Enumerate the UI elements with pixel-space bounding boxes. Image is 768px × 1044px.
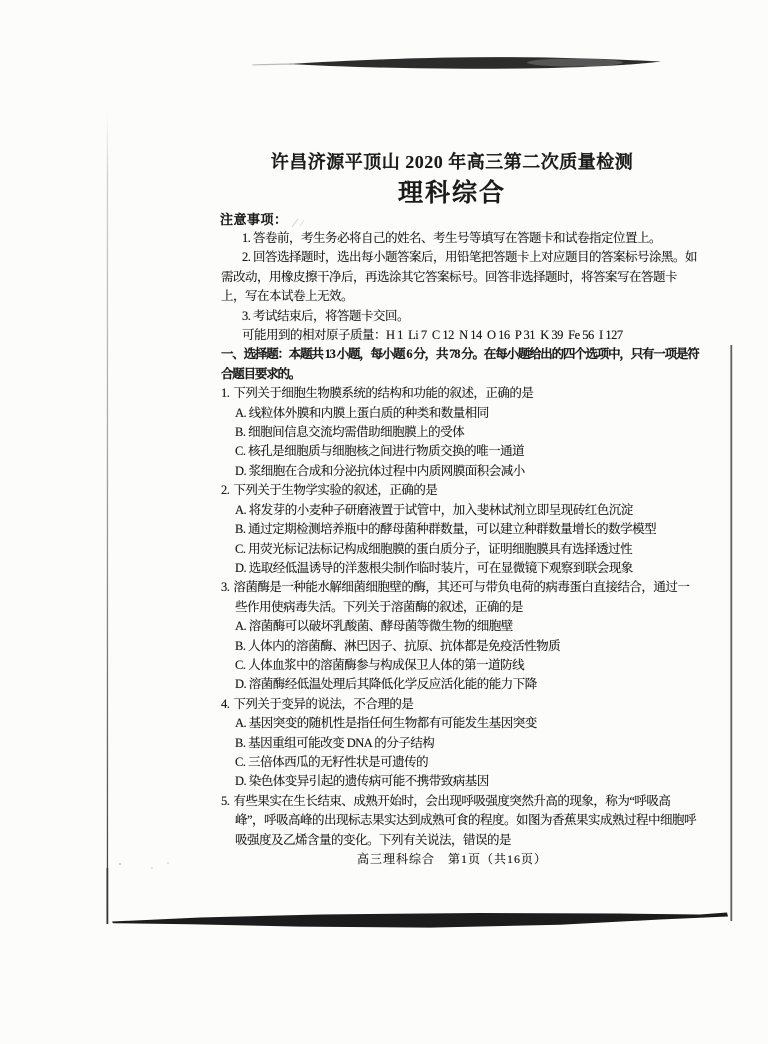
scan-speck bbox=[151, 867, 153, 869]
scan-streak-top-tail bbox=[252, 63, 292, 65]
scan-speck bbox=[300, 220, 304, 226]
question-stem bbox=[221, 481, 699, 500]
section-header-choice: 一、选择题：本题共 13 小题，每小题 6 分，共 78 分。在每小题给出的四个选项中，只有一项是符合题目要求的。 bbox=[221, 347, 699, 381]
question-stem-text: 下列关于生物学实验的叙述，正确的是 bbox=[233, 483, 438, 498]
exam-title: 许昌济源平顶山 2020 年高三第二次质量检测 bbox=[270, 152, 634, 172]
option-a: A. 溶菌酶可以破坏乳酸菌、酵母菌等微生物的细胞壁 bbox=[235, 619, 513, 634]
question-3 bbox=[221, 578, 699, 694]
question-stem-text: 下列关于细胞生物膜系统的结构和功能的叙述，正确的是 bbox=[233, 386, 534, 401]
scan-speck bbox=[292, 219, 298, 227]
question-stem-text: 溶菌酶是一种能水解细菌细胞壁的酶，其还可与带负电荷的病毒蛋白直接结合，通过一些作用使病毒失活。下列关于溶菌酶的叙述，正确的是 bbox=[233, 580, 690, 614]
question-stem-text: 有些果实在生长结束、成熟开始时，会出现呼吸强度突然升高的现象，称为“呼吸高峰”，呼吸高峰的出现标志果实达到成熟可食的程度。如图为香蕉果实成熟过程中细胞呼吸强度及乙烯含量的变化。下列有关说法，错误的是 bbox=[233, 793, 697, 847]
exam-subject-title: 理科综合 bbox=[397, 180, 506, 207]
scan-speck bbox=[167, 862, 169, 864]
scan-speck bbox=[119, 863, 121, 865]
scan-streak-bottom bbox=[112, 913, 728, 928]
question-stem bbox=[221, 792, 699, 850]
option-c: C. 核孔是细胞质与细胞核之间进行物质交换的唯一通道 bbox=[235, 444, 525, 459]
scan-line-right bbox=[730, 345, 732, 921]
option-b: B. 细胞间信息交流均需借助细胞膜上的受体 bbox=[235, 425, 465, 440]
atomic-mass-line: 可能用到的相对原子质量：H 1 Li 7 C 12 N 14 O 16 P 31 K 39 Fe 56 I 127 bbox=[242, 328, 623, 343]
option-b: B. 人体内的溶菌酶、淋巴因子、抗原、抗体都是免疫活性物质 bbox=[235, 638, 561, 653]
question-1 bbox=[221, 384, 699, 481]
option-d: D. 溶菌酶经低温处理后其降低化学反应活化能的能力下降 bbox=[235, 677, 537, 692]
question-number: 2. bbox=[221, 483, 230, 498]
scan-streak-top-gray bbox=[527, 59, 623, 67]
notice-item-2: 2. 回答选择题时，选出每小题答案后，用铅笔把答题卡上对应题目的答案标号涂黑。如需改动，用橡皮擦干净后，再选涂其它答案标号。回答非选择题时，将答案写在答题卡上，写在本试卷上无效。 bbox=[221, 250, 698, 304]
scan-streak-top bbox=[288, 57, 661, 69]
option-b: B. 通过定期检测培养瓶中的酵母菌种群数量，可以建立种群数量增长的数学模型 bbox=[235, 522, 657, 537]
question-stem bbox=[221, 578, 699, 617]
option-a: A. 将发芽的小麦种子研磨液置于试管中，加入斐林试剂立即呈现砖红色沉淀 bbox=[235, 502, 633, 517]
question-number: 4. bbox=[221, 696, 230, 711]
question-stem-text: 下列关于变异的说法，不合理的是 bbox=[233, 696, 414, 711]
question-2 bbox=[221, 481, 699, 578]
question-stem bbox=[221, 695, 699, 714]
option-d: D. 浆细胞在合成和分泌抗体过程中内质网膜面积会减小 bbox=[235, 463, 525, 478]
notice-item-1: 1. 答卷前，考生务必将自己的姓名、考生号等填写在答题卡和试卷指定位置上。 bbox=[242, 231, 662, 245]
question-number: 3. bbox=[221, 580, 230, 595]
option-d: D. 选取经低温诱导的洋葱根尖制作临时装片，可在显微镜下观察到联会现象 bbox=[235, 560, 633, 575]
exam-body bbox=[221, 229, 699, 850]
scan-line-left-thick bbox=[106, 868, 108, 924]
question-stem bbox=[221, 384, 699, 403]
option-b: B. 基因重组可能改变 DNA 的分子结构 bbox=[235, 735, 435, 750]
option-c: C. 三倍体西瓜的无籽性状是可遗传的 bbox=[235, 754, 429, 769]
notice-item-3: 3. 考试结束后，将答题卡交回。 bbox=[242, 308, 410, 323]
scan-line-left bbox=[107, 110, 108, 924]
question-4 bbox=[221, 695, 699, 792]
document-header bbox=[192, 150, 712, 209]
option-c: C. 用荧光标记法标记构成细胞膜的蛋白质分子，证明细胞膜具有选择透过性 bbox=[235, 541, 633, 556]
option-a: A. 线粒体外膜和内膜上蛋白质的种类和数量相同 bbox=[235, 405, 489, 420]
option-c: C. 人体血浆中的溶菌酶参与构成保卫人体的第一道防线 bbox=[235, 657, 525, 672]
question-5 bbox=[221, 792, 699, 850]
option-d: D. 染色体变异引起的遗传病可能不携带致病基因 bbox=[235, 774, 489, 789]
page-footer: 高三理科综合 第1页（共16页） bbox=[356, 852, 547, 866]
notice-label: 注意事项： bbox=[220, 212, 288, 227]
question-number: 5. bbox=[221, 793, 230, 808]
question-number: 1. bbox=[221, 386, 230, 401]
option-a: A. 基因突变的随机性是指任何生物都有可能发生基因突变 bbox=[235, 716, 537, 731]
